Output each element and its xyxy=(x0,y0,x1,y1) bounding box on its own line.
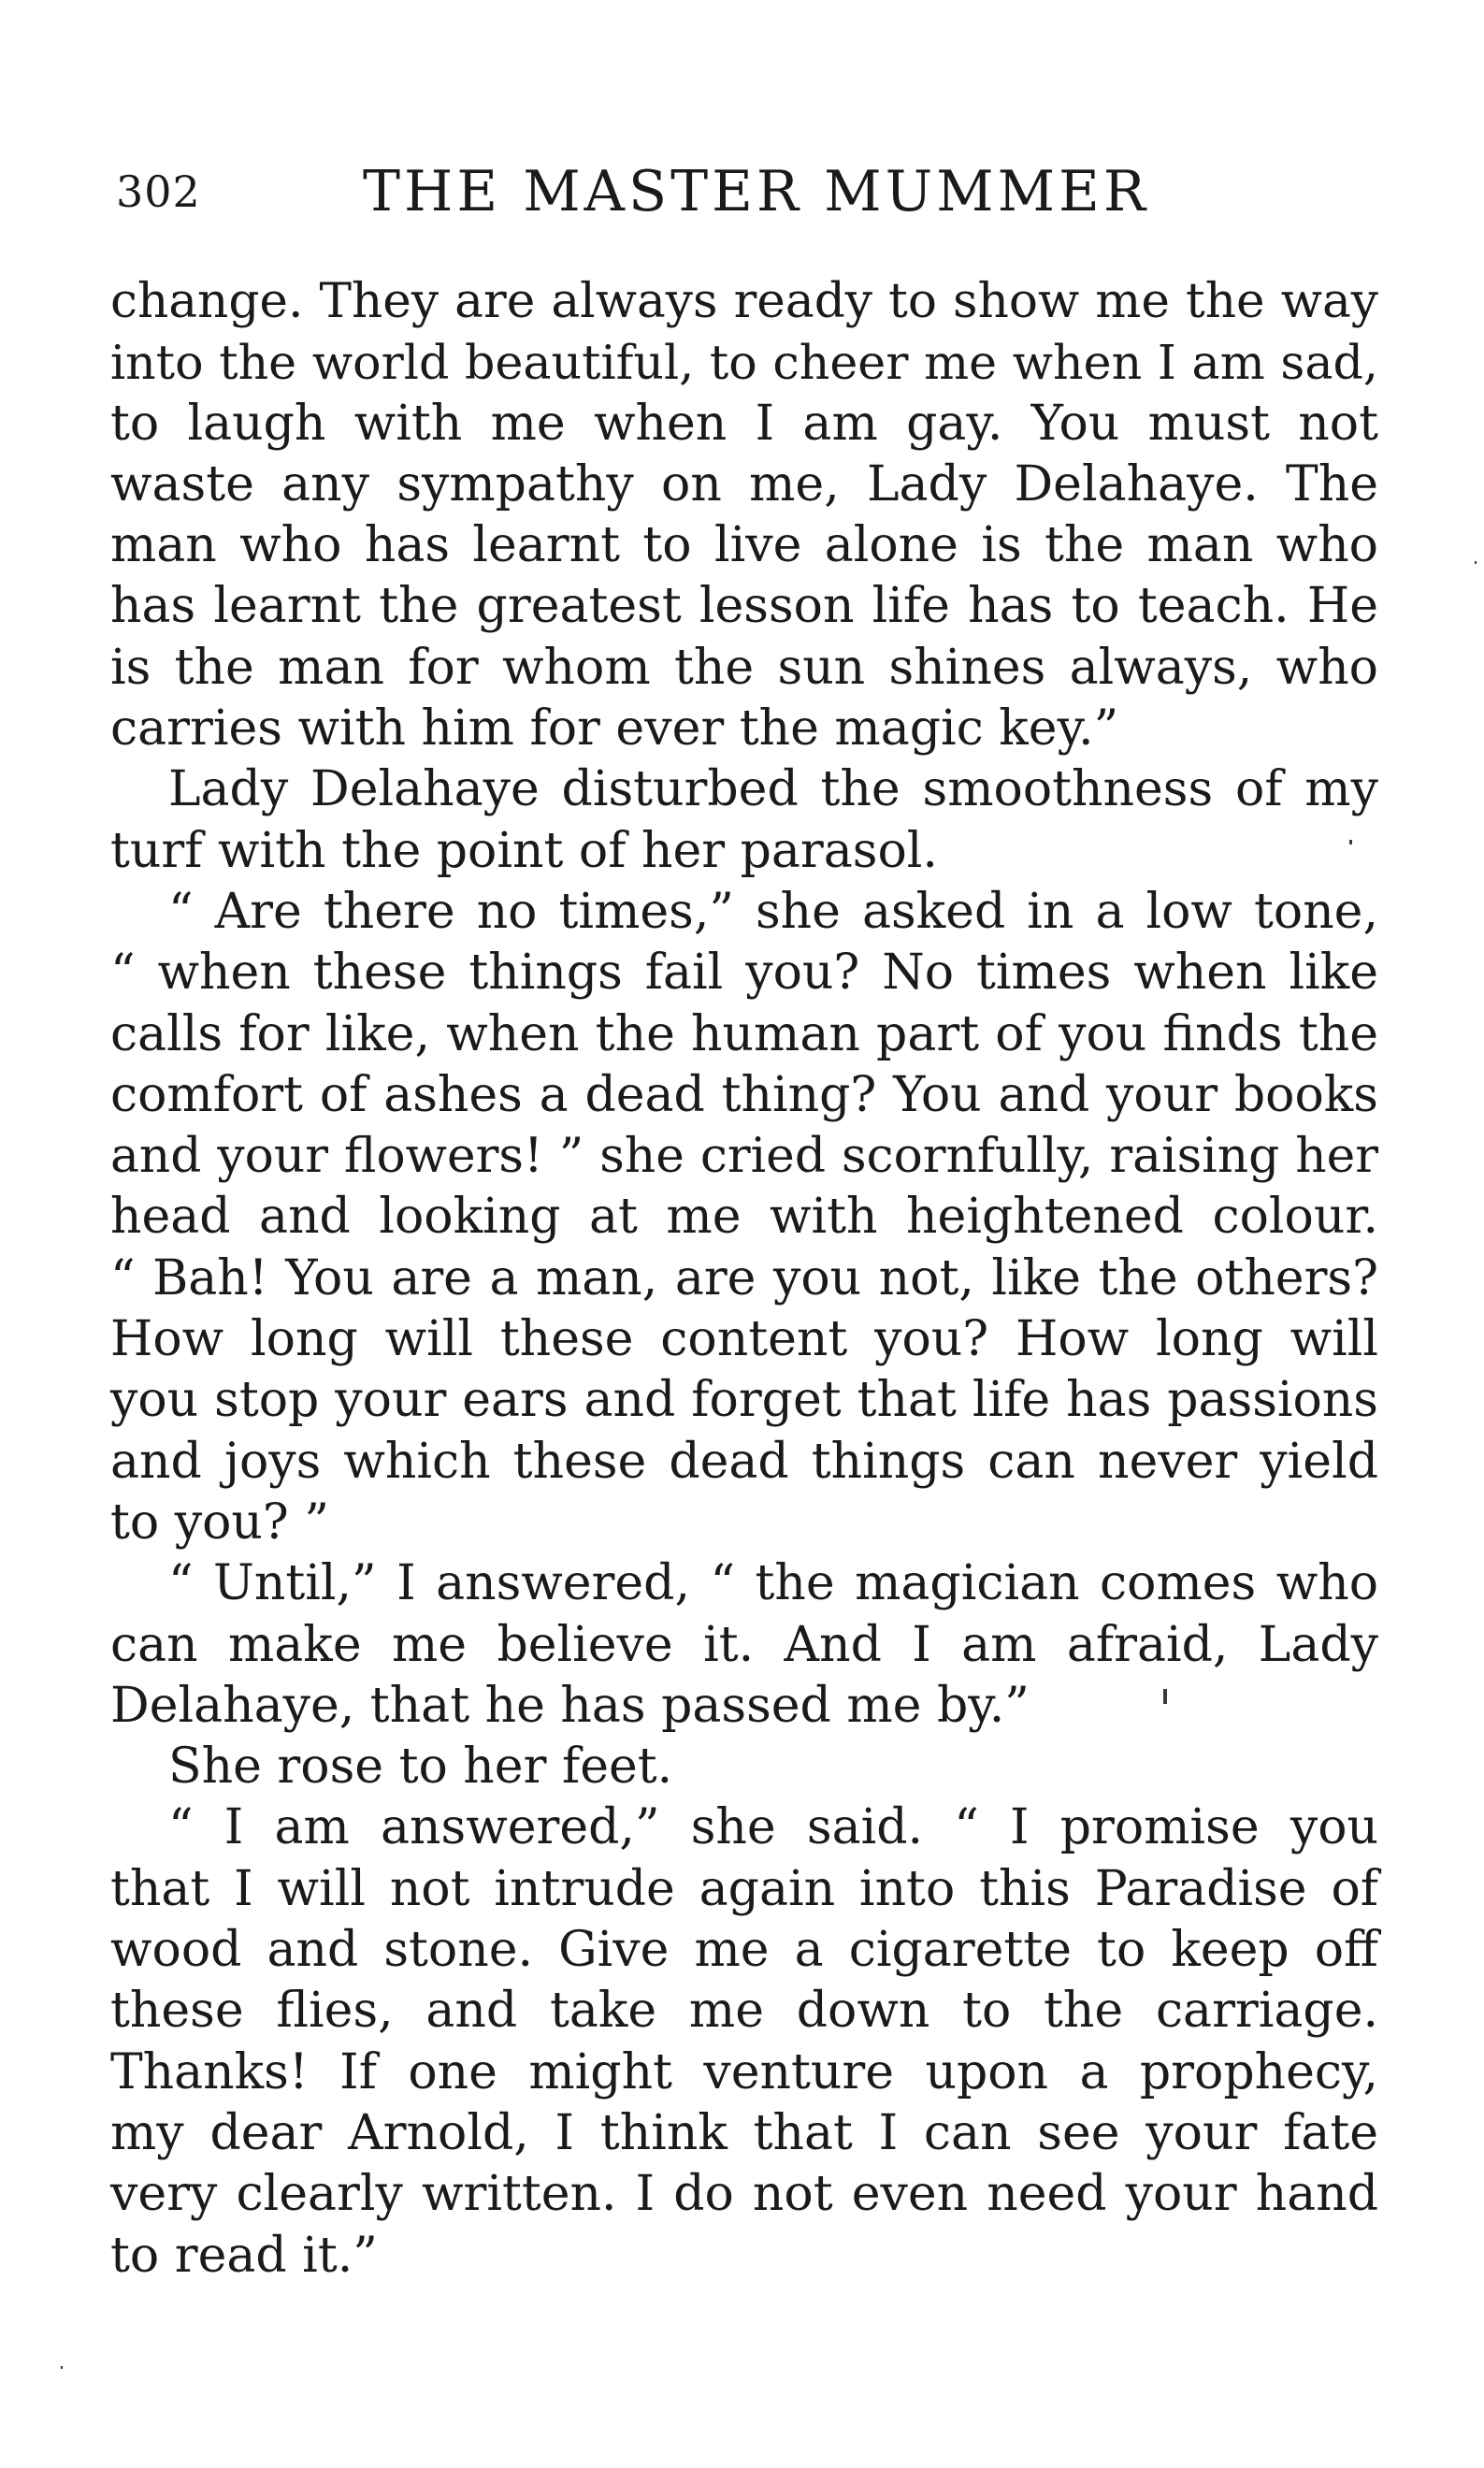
text-line: Thanks! If one might venture upon a prophecy, xyxy=(110,2043,1378,2100)
text-line: very clearly written. I do not even need your hand xyxy=(110,2166,1378,2223)
text-line: carries with him for ever the magic key.” xyxy=(110,700,1119,758)
text-line: waste any sympathy on me, Lady Delahaye. The xyxy=(110,455,1378,512)
text-line: these flies, and take me down to the carriage. xyxy=(110,1983,1378,2040)
text-line: to read it.” xyxy=(110,2227,378,2284)
print-speck xyxy=(1163,1689,1167,1704)
print-speck xyxy=(61,2366,63,2369)
text-line: my dear Arnold, I think that I can see your fate xyxy=(110,2104,1378,2161)
text-line: calls for like, when the human part of you finds the xyxy=(110,1005,1378,1062)
text-line: How long will these content you? How long will xyxy=(110,1311,1378,1368)
print-speck xyxy=(1349,840,1352,844)
text-line: comfort of ashes a dead thing? You and your books xyxy=(110,1066,1378,1123)
text-line: to laugh with me when I am gay. You must not xyxy=(110,395,1378,452)
text-line: can make me believe it. And I am afraid, Lady xyxy=(110,1616,1378,1673)
text-line: into the world beautiful, to cheer me when I am sad, xyxy=(110,335,1378,391)
print-speck xyxy=(1475,561,1477,564)
running-head xyxy=(110,159,1373,224)
text-line: is the man for whom the sun shines always, who xyxy=(110,639,1378,696)
text-line: man who has learnt to live alone is the man who xyxy=(110,517,1378,574)
text-line: that I will not intrude again into this Paradise of xyxy=(110,1860,1378,1917)
text-line: “ Are there no times,” she asked in a low tone, xyxy=(168,883,1378,940)
text-line: “ Until,” I answered, “ the magician comes who xyxy=(168,1555,1378,1612)
text-line: “ I am answered,” she said. “ I promise you xyxy=(168,1799,1378,1856)
text-line: turf with the point of her parasol. xyxy=(110,822,938,879)
text-line: and your flowers! ” she cried scornfully, raising her xyxy=(110,1128,1378,1185)
text-line: to you? ” xyxy=(110,1494,329,1551)
text-line: and joys which these dead things can never yield xyxy=(110,1433,1378,1490)
body-text xyxy=(110,271,1378,2287)
text-line: Lady Delahaye disturbed the smoothness of my xyxy=(168,761,1378,818)
text-line: head and looking at me with heightened colour. xyxy=(110,1189,1378,1246)
text-line: has learnt the greatest lesson life has to teach. He xyxy=(110,578,1378,635)
text-line: “ Bah! You are a man, are you not, like the others? xyxy=(110,1249,1378,1306)
page-number: 302 xyxy=(116,166,201,217)
text-line: wood and stone. Give me a cigarette to keep off xyxy=(110,1922,1378,1979)
text-line: change. They are always ready to show me the way xyxy=(110,273,1378,329)
text-line: “ when these things fail you? No times when like xyxy=(110,945,1378,1002)
text-line: Delahaye, that he has passed me by.” xyxy=(110,1677,1030,1734)
text-line: you stop your ears and forget that life has passions xyxy=(110,1372,1378,1429)
book-title: THE MASTER MUMMER xyxy=(363,159,1149,224)
text-line: She rose to her feet. xyxy=(168,1739,673,1796)
